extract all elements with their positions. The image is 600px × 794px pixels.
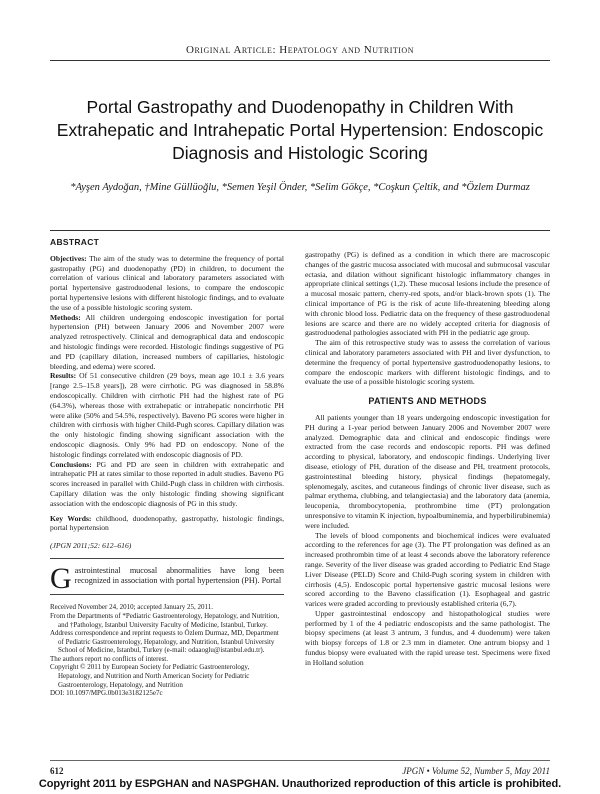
study-aim: The aim of this retrospective study was to assess the correlation of various clinical and laboratory parameters associated with PH and liver dysfunction, to determine the frequency of portal hypertensive gastroduodenopathy lesions, to compare the endoscopic markers with different histologic findings, and to evaluate the use of a possible histologic scoring system. [305, 338, 550, 387]
author-list: *Ayşen Aydoğan, †Mine Güllüoğlu, *Semen Yeşil Önder, *Selim Gökçe, *Coşkun Çeltik, and *Özlem Durmaz [70, 182, 530, 193]
results-label: Results: [50, 371, 77, 381]
article-notes [50, 603, 284, 698]
copyright-note: Copyright © 2011 by European Society for Pediatric Gastroenterology, Hepatology, and Nutrition and North American Society for Pediatric Gastroenterology, Hepatology, and Nutrition [50, 663, 250, 689]
abstract-results [50, 371, 284, 459]
keywords-label: Key Words: [50, 513, 92, 523]
methods-label: Methods: [50, 312, 81, 322]
methods-paragraph-2: The levels of blood components and biochemical indices were evaluated according to the references for age (3). The PT prolongation was defined as an increased prothrombin time of at least 4 seconds above the laboratory reference range. Severity of the liver disease was graded according to Pediatric End Stage Liver Disease (PELD) Score and Child-Pugh scoring system in children with cirrhosis (4,5). Endoscopic portal hypertensive gastric mucosal lesions were scored according to the Baveno classification (1). Esophageal and gastric varices were graded according to previously established criteria (6,7). [305, 530, 550, 609]
section-header: Original Article: Hepatology and Nutrition [186, 44, 414, 56]
dropcap-letter: G [50, 561, 72, 595]
received-date: Received November 24, 2010; accepted January 25, 2011. [50, 603, 214, 612]
intro-paragraph [50, 561, 284, 595]
methods-heading: PATIENTS AND METHODS [368, 396, 487, 407]
footer-divider [50, 760, 550, 761]
keywords-text: childhood, duodenopathy, gastropathy, histologic findings, portal hypertension [50, 513, 284, 533]
notes-divider [50, 594, 284, 595]
abstract-divider [50, 558, 284, 559]
results-text: Of 51 consecutive children (29 boys, mean age 10.1 ± 3.6 years [range 2.5–15.8 years]), 28 were cirrhotic. PG was diagnosed in 58.8% endoscopically. Children with cirrhotic PH had the highest rate of PG (64.3%), whereas those with extrahepatic or intrahepatic noncirrhotic PH were alike (50% and 54.5%, respectively). Baveno PG scores were higher in children with cirrhosis with higher Child-Pugh scores. Capillary dilation was the only histologic finding showing significant association with the endoscopic diagnosis. Only 9% had PD on endoscopy. None of the histologic findings correlated with endoscopic diagnosis of PD. [50, 371, 284, 459]
header-divider [50, 60, 550, 61]
journal-citation: (JPGN 2011;52: 612–616) [50, 541, 132, 551]
conflicts-statement: The authors report no conflicts of interest. [50, 654, 168, 663]
doi: DOI: 10.1097/MPG.0b013e3182125e7c [50, 689, 163, 698]
journal-info: JPGN • Volume 52, Number 5, May 2011 [402, 766, 550, 776]
page-number: 612 [50, 766, 64, 776]
affiliations: From the Departments of *Pediatric Gastroenterology, Hepatology, and Nutrition, and †Pathology, Istanbul University Faculty of Medicine, Istanbul, Turkey. [50, 611, 280, 629]
conclusions-text: PG and PD are seen in children with extrahepatic and intrahepatic PH at rates similar to those reported in adult studies. Baveno PG scores increased in parallel with Child-Pugh class in children with cirrhosis. Capillary dilation was the only histologic finding showing significant association with the endoscopic diagnosis of PG in this study. [50, 459, 284, 508]
objectives-label: Objectives: [50, 253, 87, 263]
objectives-text: The aim of the study was to determine the frequency of portal gastropathy (PG) and duodenopathy (PD) in children, to document the correlation of various clinical and laboratory parameters associated with portal hypertensive gastroduodenal lesions, to compare the endoscopic portal hypertensive lesions with different histologic findings, and to evaluate the use of a possible histologic scoring system. [50, 253, 284, 312]
methods-paragraph-1: All patients younger than 18 years undergoing endoscopic investigation for PH during a 1-year period between January 2006 and November 2007 were analyzed. Demographic data and clinical and endoscopic findings were extracted from the case records and endoscopic reports. PH was defined according to physical, laboratory, and endoscopic findings. Underlying liver disease, etiology of PH, duration of the disease and PH, treatment protocols, gastrointestinal bleeding history, physical findings (hepatomegaly, splenomegaly, ascites, and cutaneous findings of chronic liver disease, such as palmar erythema, clubbing, and telangiectasia) and the laboratory data (anemia, leucopenia, thrombocytopenia, prothrombine time (PT) prolongation unresponsive to vitamin K injection, hypoalbuminemia, and hyperbilirubinemia) were included. [305, 412, 550, 530]
article-title: Portal Gastropathy and Duodenopathy in Children With Extrahepatic and Intrahepatic Portal Hypertension: Endoscopic Diagnosis and Histologic Scoring [56, 97, 544, 163]
methods-text: All children undergoing endoscopic investigation for portal hypertension (PH) between January 2006 and November 2007 were analyzed retrospectively. Clinical and demographical data and endoscopic and histologic findings were recorded. Histologic findings suggestive of PG and PD (capillary dilation, increased numbers of capillaries, histologic bleeding, and edema) were scored. [50, 312, 284, 371]
intro-continued: gastropathy (PG) is defined as a condition in which there are macroscopic changes of the gastric mucosa associated with mucosal and submucosal vascular ectasia, and dilation without significant histologic inflammatory changes in appropriate clinical settings (1,2). These mucosal lesions include the presence of a mucosal mosaic pattern, cherry-red spots, and/or black-brown spots (1). The clinical importance of PG is the risk of acute life-threatening bleeding along with chronic blood loss. Pediatric data on the frequency of these gastroduodenal lesions are scarce and there are no widely accepted criteria for diagnosis of gastroduodenal pathologies associated with PH in the pediatric age group. [305, 250, 550, 338]
conclusions-label: Conclusions: [50, 459, 92, 469]
intro-text: astrointestinal mucosal abnormalities have long been recognized in association with portal hypertension (PH). Portal [74, 565, 284, 586]
correspondence: Address correspondence and reprint requests to Özlem Durmaz, MD, Department of Pediatric Gastroenterology, Hepatology, and Nutrition, Istanbul University School of Medicine, Istanbul, Turkey (e-mail: odaaoglu@istanbul.edu.tr). [50, 629, 279, 655]
abstract-methods [50, 313, 284, 372]
abstract-objectives [50, 254, 284, 313]
left-column [50, 238, 284, 698]
abstract-keywords [50, 514, 284, 534]
copyright-notice: Copyright 2011 by ESPGHAN and NASPGHAN. Unauthorized reproduction of this article is prohibited. [38, 778, 562, 790]
abstract-heading: ABSTRACT [50, 237, 100, 247]
abstract-conclusions [50, 460, 284, 509]
methods-paragraph-3: Upper gastrointestinal endoscopy and histopathological studies were performed by 1 of the 4 pediatric endoscopists and the same pathologist. The biopsy specimens (at least 3 antrum, 3 fundus, and 4 duodenum) were taken with biopsy forceps of 1.8 or 2.3 mm in diameter. One antrum biopsy and 1 fundus biopsy were evaluated with the rapid urease test. Specimens were fixed in Holland solution [305, 608, 550, 667]
title-divider [50, 230, 550, 231]
right-column [305, 250, 550, 668]
